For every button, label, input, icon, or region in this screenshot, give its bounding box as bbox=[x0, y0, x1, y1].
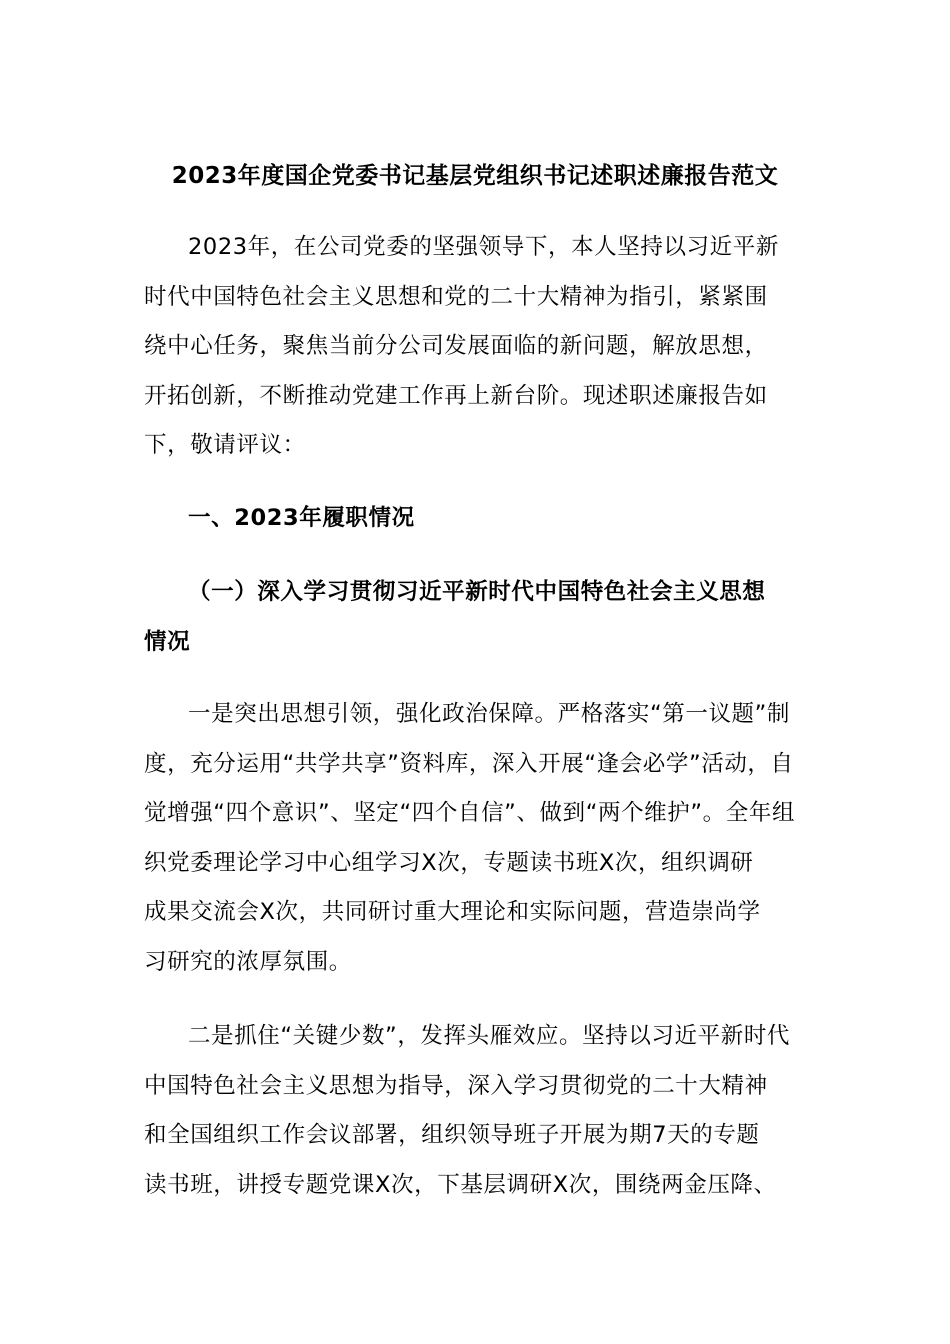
paragraph-line: 一是突出思想引领，强化政治保障。严格落实“第一议题”制 bbox=[188, 701, 791, 727]
paragraph-line: 时代中国特色社会主义思想和党的二十大精神为指引，紧紧围 bbox=[144, 283, 768, 310]
paragraph-line: 绕中心任务，聚焦当前分公司发展面临的新问题，解放思想， bbox=[144, 333, 768, 359]
paragraph-line: 下，敬请评议： bbox=[144, 432, 306, 458]
subsection-heading-line: 情况 bbox=[144, 628, 191, 655]
intro-paragraph bbox=[144, 223, 809, 471]
paragraph-line: 中国特色社会主义思想为指导，深入学习贯彻党的二十大精神 bbox=[144, 1072, 768, 1099]
paragraph-line: 2023年，在公司党委的坚强领导下，本人坚持以习近平新 bbox=[188, 234, 779, 260]
paragraph-line: 觉增强“四个意识”、坚定“四个自信”、做到“两个维护”。全年组 bbox=[144, 800, 796, 826]
paragraph-line: 成果交流会X次，共同研讨重大理论和实际问题，营造崇尚学 bbox=[144, 899, 761, 925]
paragraph-line: 开拓创新，不断推动党建工作再上新台阶。现述职述廉报告如 bbox=[144, 382, 768, 409]
paragraph-line: 二是抓住“关键少数”，发挥头雁效应。坚持以习近平新时代 bbox=[188, 1023, 791, 1049]
subsection-heading bbox=[144, 568, 809, 667]
paragraph-line: 和全国组织工作会议部署，组织领导班子开展为期7天的专题 bbox=[144, 1122, 760, 1148]
section-heading-text: 一、2023年履职情况 bbox=[188, 505, 415, 531]
section-heading bbox=[144, 494, 809, 544]
paragraph-line: 读书班，讲授专题党课X次，下基层调研X次，围绕两金压降、 bbox=[144, 1171, 777, 1198]
paragraph-line: 度，充分运用“共学共享”资料库，深入开展“逢会必学”活动，自 bbox=[144, 750, 794, 777]
document-title: 2023年度国企党委书记基层党组织书记述职述廉报告范文 bbox=[171, 163, 779, 189]
subsection-heading-line: （一）深入学习贯彻习近平新时代中国特色社会主义思想 bbox=[188, 579, 766, 605]
body-paragraph-1 bbox=[144, 690, 809, 987]
body-paragraph-2 bbox=[144, 1012, 809, 1210]
paragraph-line: 习研究的浓厚氛围。 bbox=[144, 948, 352, 975]
paragraph-line: 织党委理论学习中心组学习X次，专题读书班X次，组织调研 bbox=[144, 849, 754, 876]
